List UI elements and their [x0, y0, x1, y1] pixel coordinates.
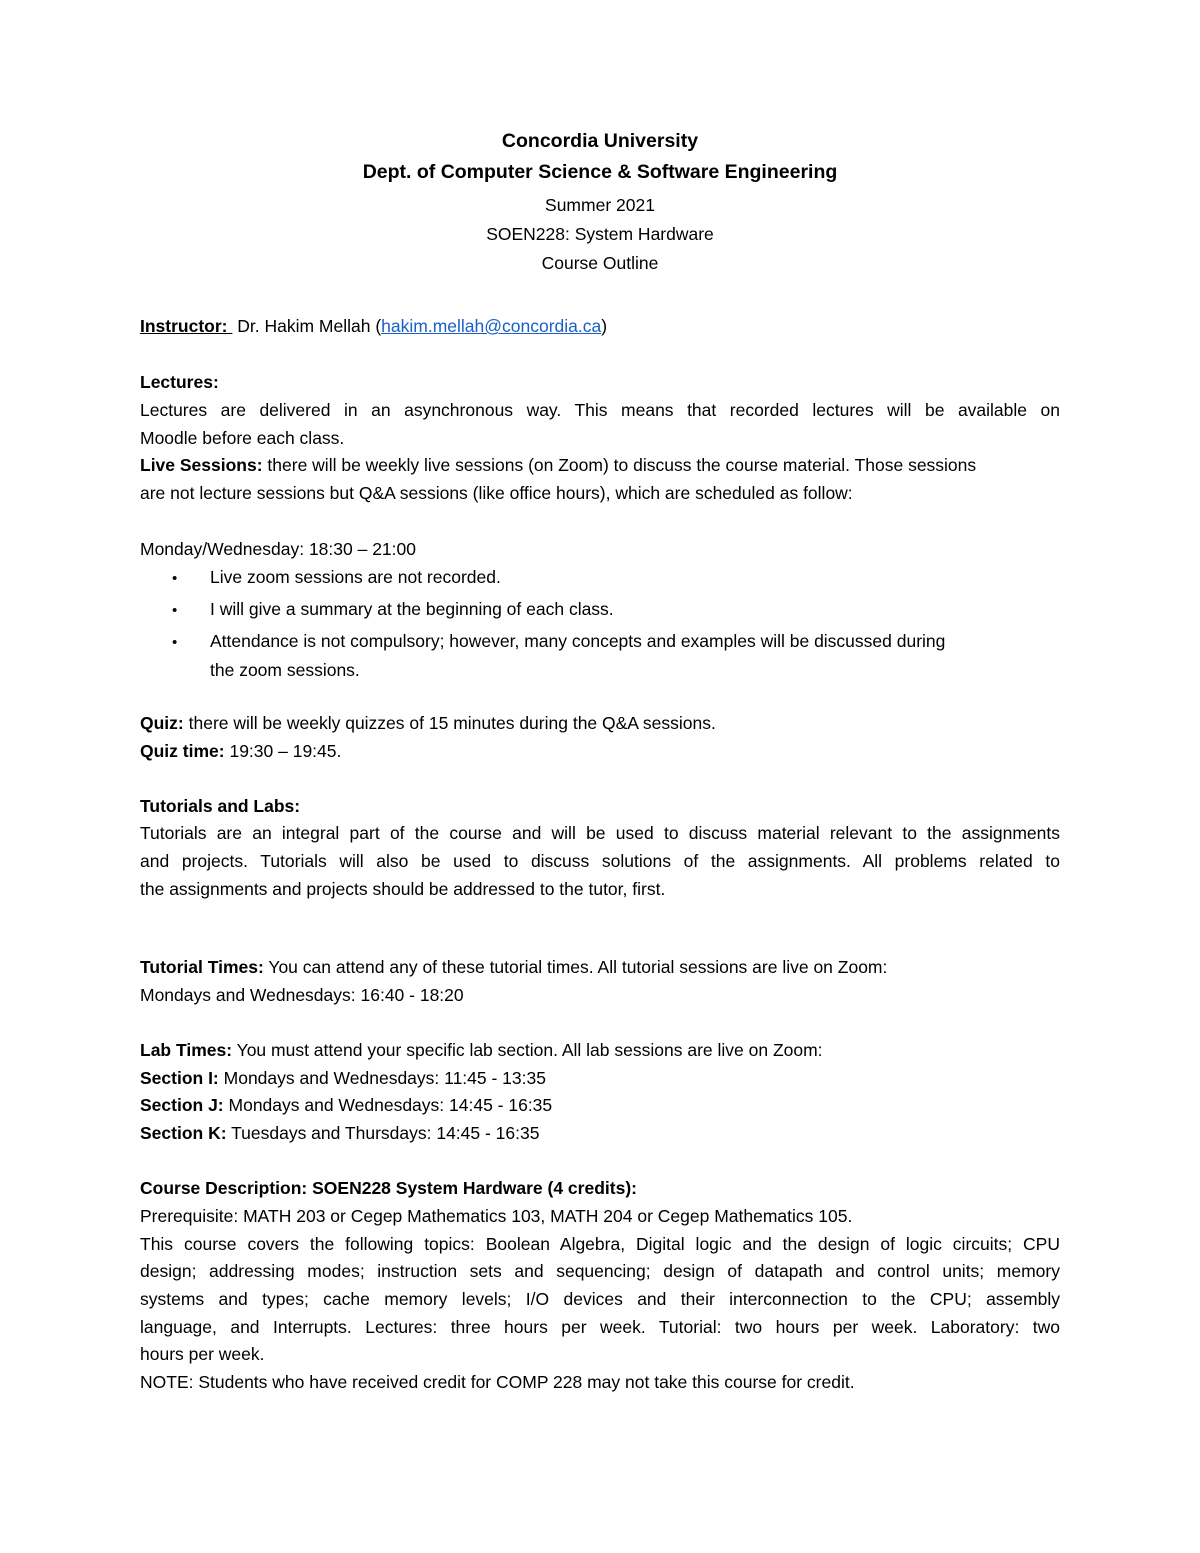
description-text-line: systems and types; cache memory levels; I/O devices and their interconnection to the CPU; assembly	[140, 1289, 1060, 1309]
lab-section-line: Section J: Mondays and Wednesdays: 14:45 - 16:35	[140, 1095, 553, 1115]
university-name: Concordia University	[501, 130, 699, 152]
tutorial-times-value: Mondays and Wednesdays: 16:40 - 18:20	[140, 985, 464, 1005]
instructor-email-link[interactable]: hakim.mellah@concordia.ca	[381, 316, 602, 336]
course-code-title: SOEN228: System Hardware	[486, 224, 714, 244]
lab-section-label: Section K:	[140, 1123, 227, 1143]
term: Summer 2021	[545, 195, 655, 215]
document-title: Course Outline	[541, 253, 659, 273]
tutorials-text-line: and projects. Tutorials will also be used to discuss solutions of the assignments. All problems related to	[140, 851, 1060, 871]
lab-section-label: Section J:	[140, 1095, 224, 1115]
quiz-time-line: Quiz time: 19:30 – 19:45.	[140, 741, 342, 761]
live-session-schedule: Monday/Wednesday: 18:30 – 21:00	[140, 539, 416, 559]
course-description-label: Course Description:	[140, 1178, 308, 1198]
live-sessions-label: Live Sessions:	[140, 455, 263, 475]
description-text-line: hours per week.	[140, 1344, 265, 1364]
lectures-text-line: Lectures are delivered in an asynchronous way. This means that recorded lectures will be available on	[140, 400, 1060, 420]
tutorial-times-label: Tutorial Times:	[140, 957, 264, 977]
lab-times-label: Lab Times:	[140, 1040, 233, 1060]
description-text-line: This course covers the following topics: Boolean Algebra, Digital logic and the design of logic circuits; CPU	[140, 1234, 1060, 1254]
list-item-continuation: the zoom sessions.	[210, 660, 360, 680]
course-description-line: Course Description: SOEN228 System Hardware (4 credits):	[140, 1178, 637, 1198]
tutorial-times-line: Tutorial Times: You can attend any of these tutorial times. All tutorial sessions are live on Zoom:	[140, 957, 888, 977]
tutorials-heading: Tutorials and Labs:	[140, 796, 301, 816]
bullet-marker: •	[172, 602, 178, 619]
lab-section-label: Section I:	[140, 1068, 219, 1088]
instructor-label: Instructor:	[140, 316, 228, 336]
tutorials-text-line: Tutorials are an integral part of the course and will be used to discuss material relevant to the assignments	[140, 823, 1060, 843]
quiz-time-label: Quiz time:	[140, 741, 225, 761]
department-name: Dept. of Computer Science & Software Engineering	[362, 161, 838, 183]
lab-times-line: Lab Times: You must attend your specific lab section. All lab sessions are live on Zoom:	[140, 1040, 823, 1060]
lab-section-line: Section I: Mondays and Wednesdays: 11:45 - 13:35	[140, 1068, 546, 1088]
live-sessions-line: are not lecture sessions but Q&A sessions (like office hours), which are scheduled as follow:	[140, 483, 853, 503]
quiz-label: Quiz:	[140, 713, 184, 733]
tutorials-text-line: the assignments and projects should be addressed to the tutor, first.	[140, 879, 666, 899]
list-item: I will give a summary at the beginning of each class.	[210, 599, 614, 619]
lectures-text-line: Moodle before each class.	[140, 428, 345, 448]
lab-section-line: Section K: Tuesdays and Thursdays: 14:45 - 16:35	[140, 1123, 540, 1143]
live-sessions-line: Live Sessions: there will be weekly live sessions (on Zoom) to discuss the course material. Those sessions	[140, 455, 977, 475]
bullet-marker: •	[172, 634, 178, 651]
list-item: Live zoom sessions are not recorded.	[210, 567, 501, 587]
lectures-heading: Lectures:	[140, 372, 219, 392]
prerequisite-line: Prerequisite: MATH 203 or Cegep Mathematics 103, MATH 204 or Cegep Mathematics 105.	[140, 1206, 853, 1226]
description-text-line: language, and Interrupts. Lectures: three hours per week. Tutorial: two hours per week. Laboratory: two	[140, 1317, 1060, 1337]
quiz-line: Quiz: there will be weekly quizzes of 15 minutes during the Q&A sessions.	[140, 713, 716, 733]
description-text-line: design; addressing modes; instruction sets and sequencing; design of datapath and control units; memory	[140, 1261, 1060, 1281]
list-item: Attendance is not compulsory; however, many concepts and examples will be discussed during	[210, 631, 946, 651]
bullet-marker: •	[172, 570, 178, 587]
instructor-name: Dr. Hakim Mellah (	[237, 316, 382, 336]
instructor-line: Instructor: Dr. Hakim Mellah (hakim.mellah@concordia.ca)	[140, 316, 608, 336]
credit-note: NOTE: Students who have received credit for COMP 228 may not take this course for credit.	[140, 1372, 855, 1392]
